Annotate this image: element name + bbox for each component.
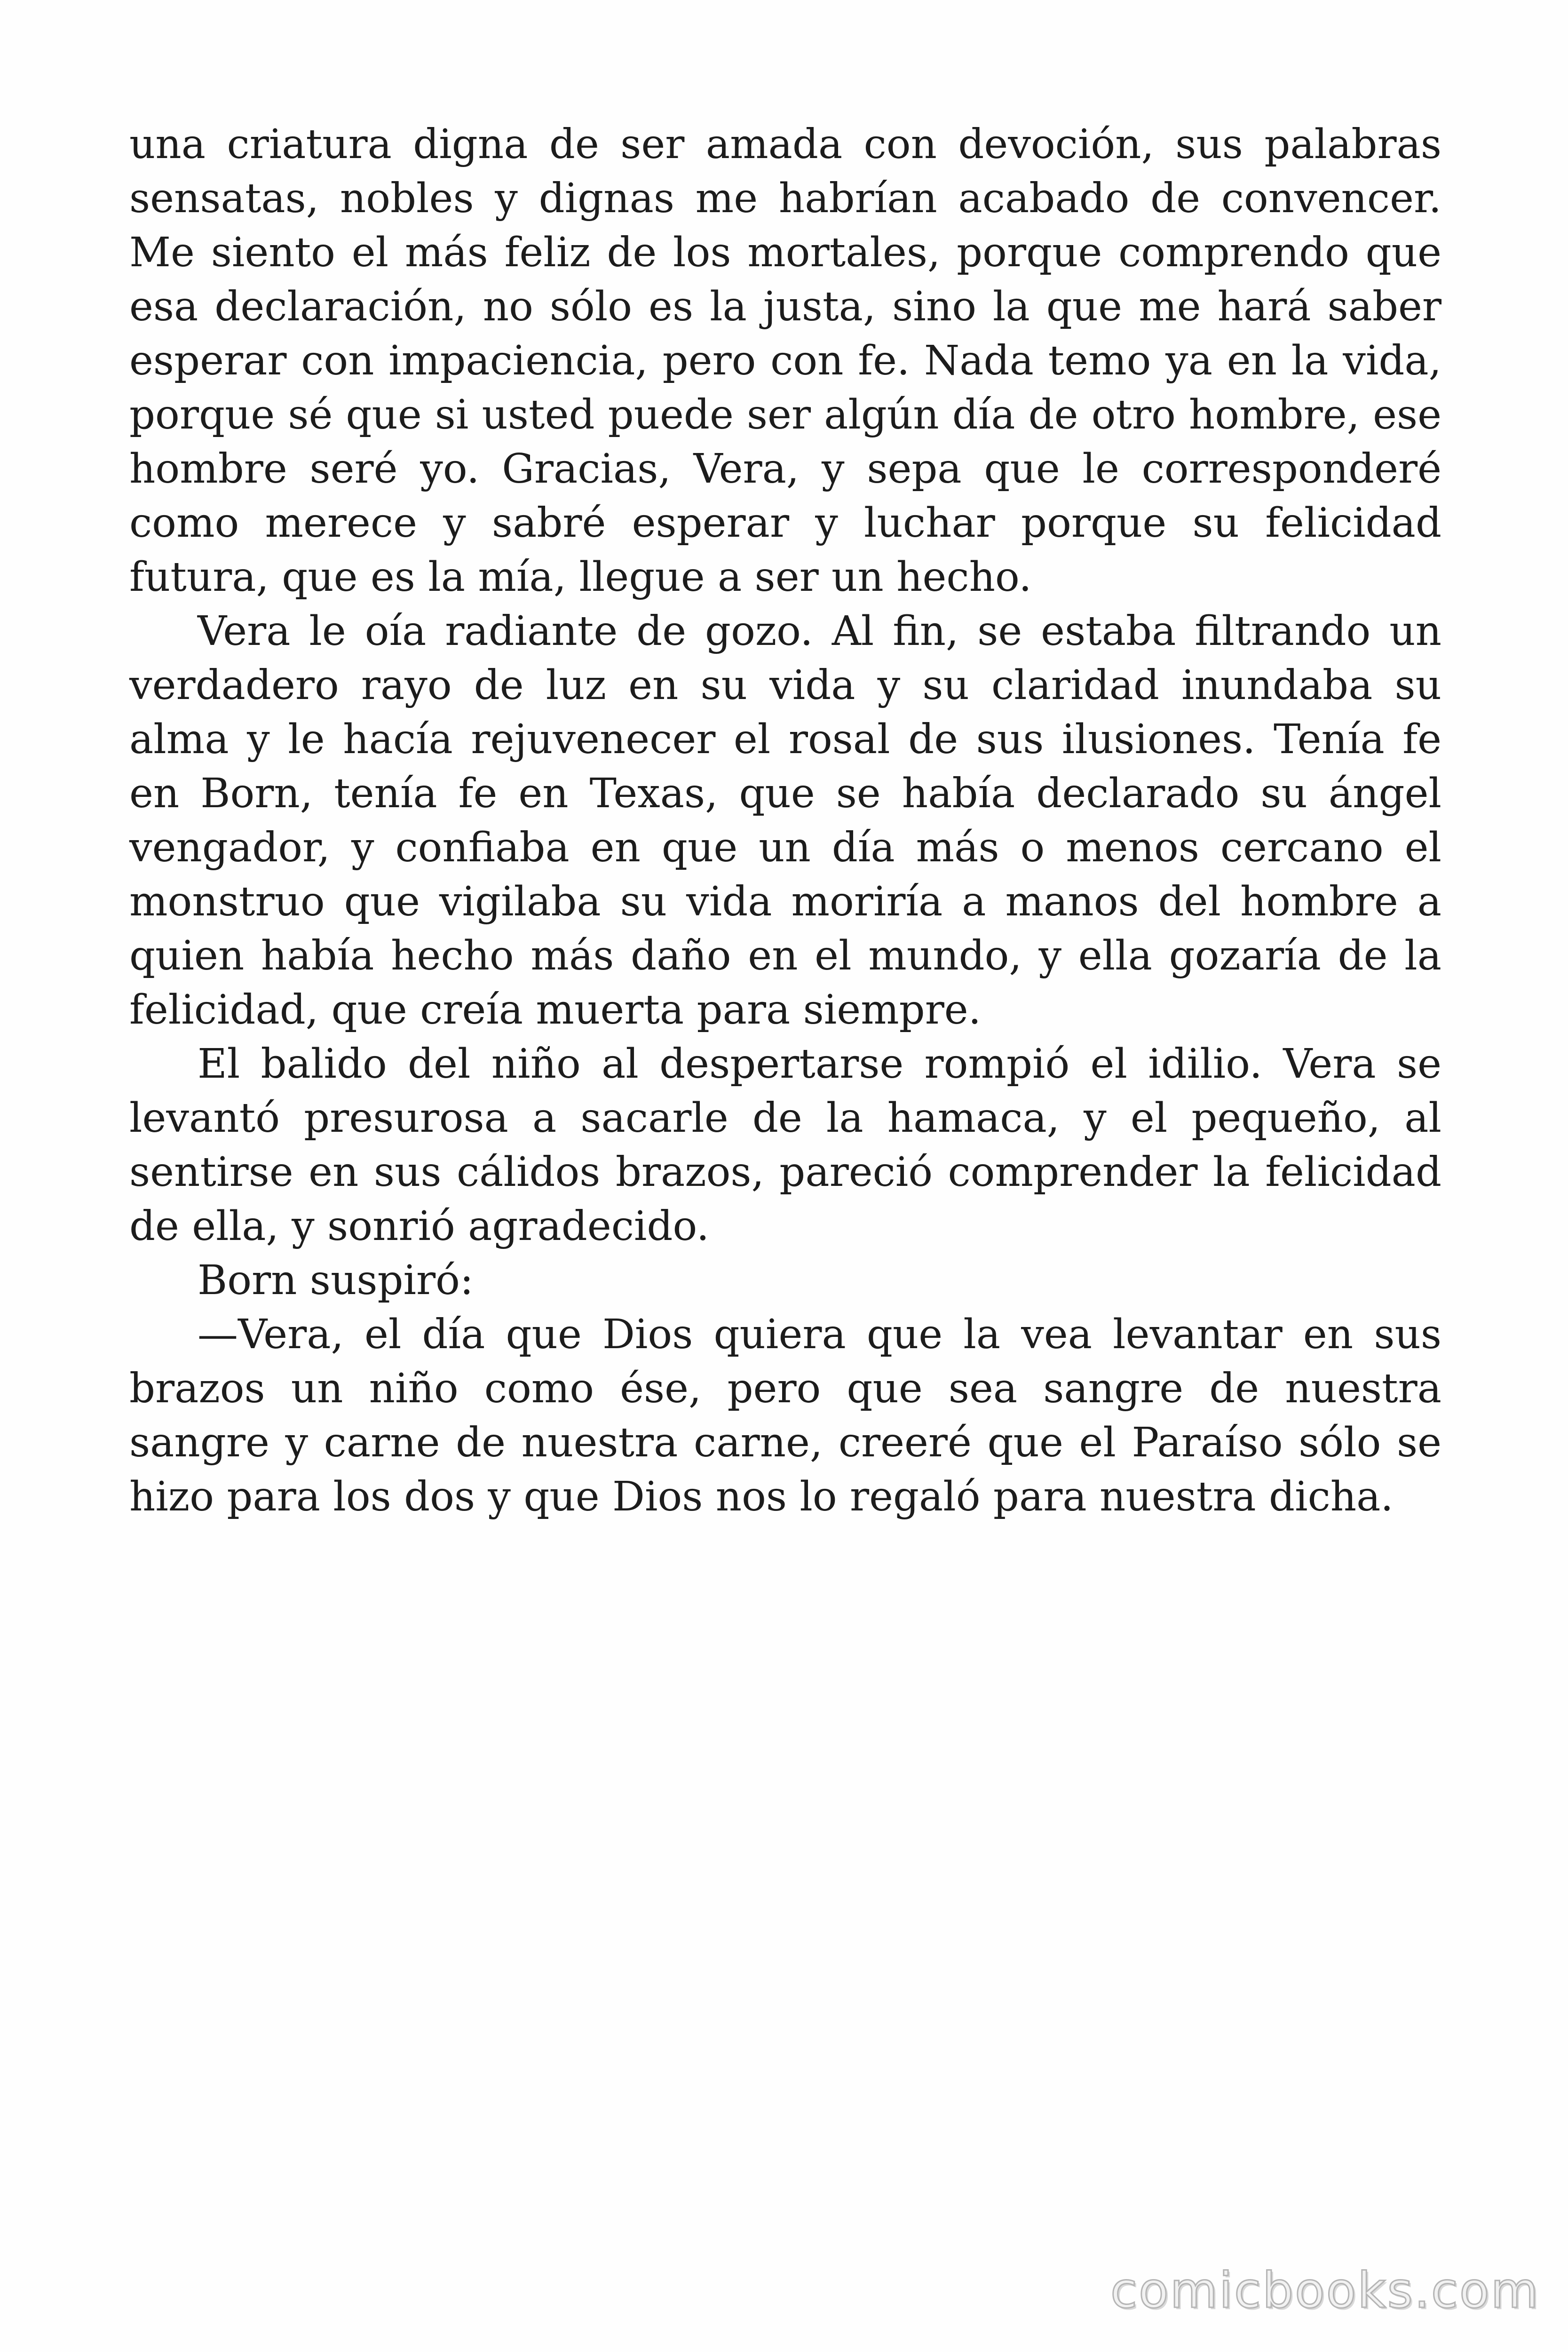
paragraph-4: Born suspiró: [198, 1257, 474, 1304]
paragraph-2: Vera le oía radiante de gozo. Al fin, se estaba filtrando un verdadero rayo de luz en su vida y su claridad inundaba su alma y le hacía rejuvenecer el rosal de sus ilusiones. Tenía fe en Born, tenía fe en Texas, que se había declarado su ángel vengador, y confiaba en que un día más o menos cercano el monstruo que vigilaba su vida moriría a manos del hombre a quien había hecho más daño en el mundo, y ella gozaría de la felicidad, que creía muerta para siempre. [129, 608, 1441, 1033]
watermark: comicbooks.com [1110, 2262, 1540, 2319]
paragraph-5: —Vera, el día que Dios quiera que la vea levantar en sus brazos un niño como ése, pero que sea sangre de nuestra sangre y carne de nuestra carne, creeré que el Paraíso sólo se hizo para los dos y que Dios nos lo regaló para nuestra dicha. [129, 1311, 1441, 1520]
paragraph-1: una criatura digna de ser amada con devoción, sus palabras sensatas, nobles y dignas me habrían acabado de convencer. Me siento el más feliz de los mortales, porque comprendo que esa declaración, no sólo es la justa, sino la que me hará saber esperar con impaciencia, pero con fe. Nada temo ya en la vida, porque sé que si usted puede ser algún día de otro hombre, ese hombre seré yo. Gracias, Vera, y sepa que le corresponderé como merece y sabré esperar y luchar porque su felicidad futura, que es la mía, llegue a ser un hecho. [129, 121, 1441, 601]
body-text [129, 118, 1441, 1524]
paragraph-3: El balido del niño al despertarse rompió el idilio. Vera se levantó presurosa a sacarle de la hamaca, y el pequeño, al sentirse en sus cálidos brazos, pareció comprender la felicidad de ella, y sonrió agradecido. [129, 1041, 1441, 1250]
